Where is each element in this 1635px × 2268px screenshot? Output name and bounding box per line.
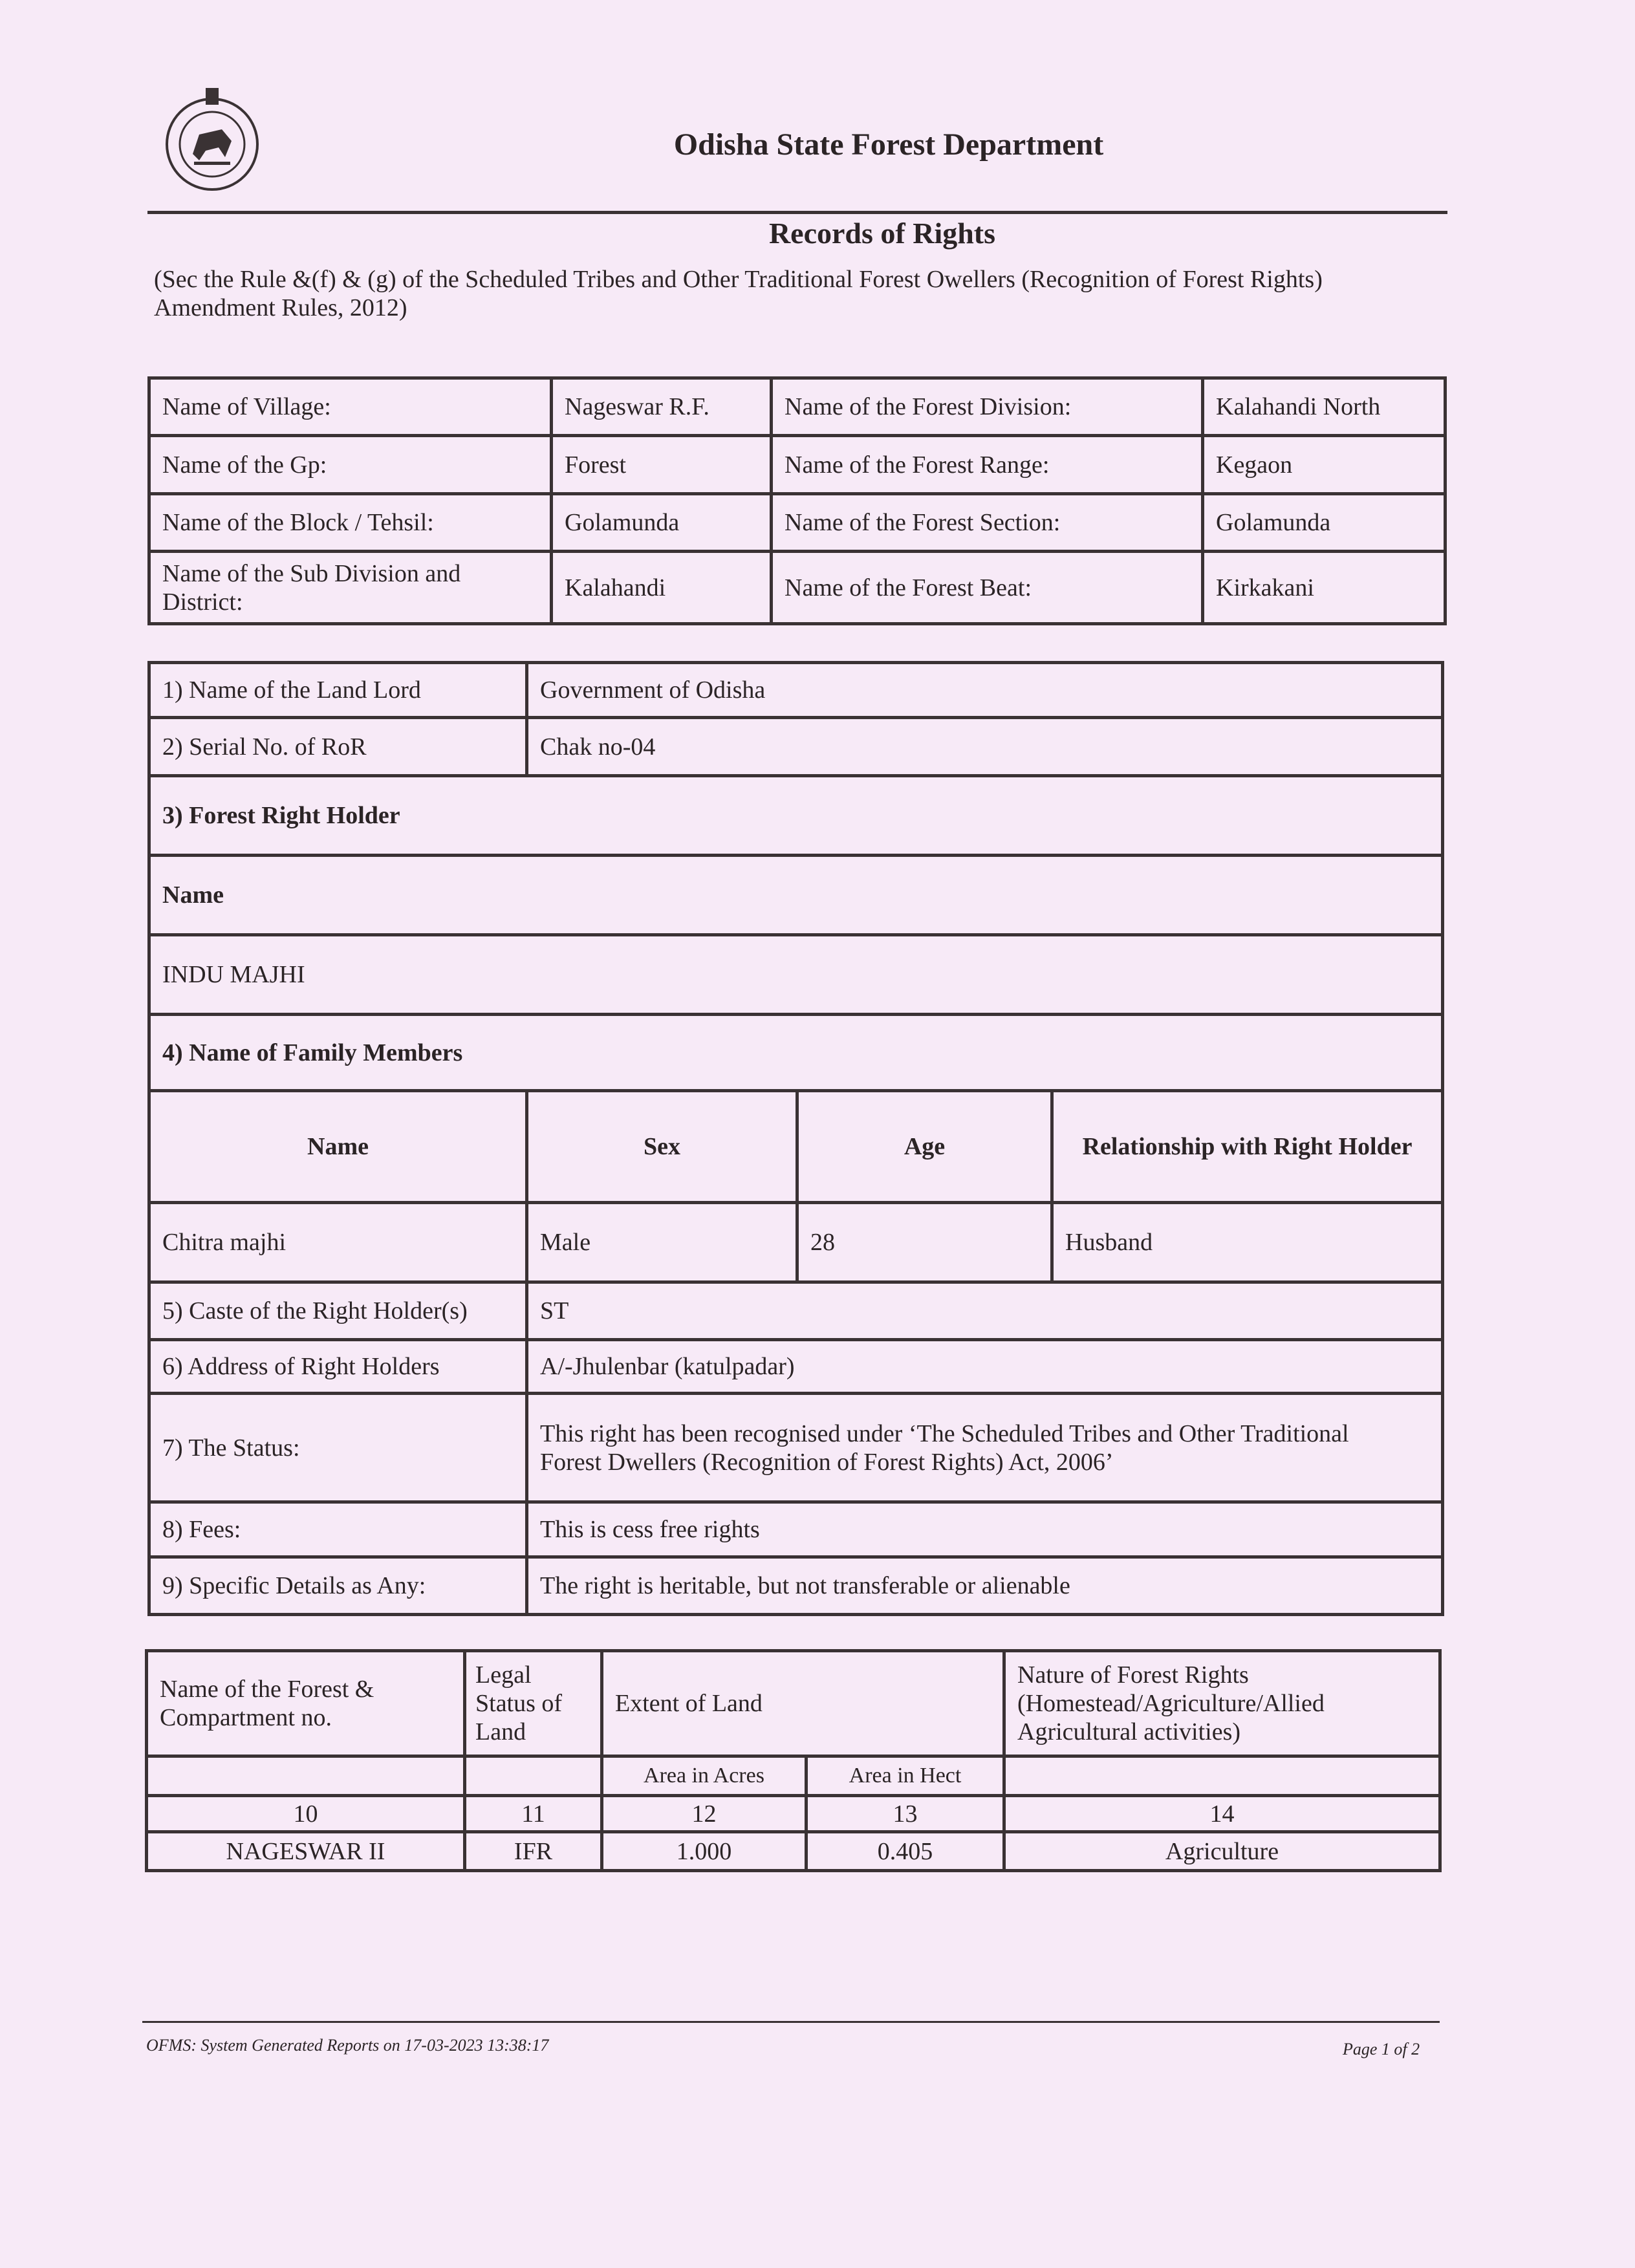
value: Golamunda — [1203, 494, 1446, 552]
empty-cell — [147, 1756, 465, 1796]
table-row — [149, 1015, 1443, 1091]
value: Nageswar R.F. — [552, 378, 772, 436]
legal-status: IFR — [465, 1832, 602, 1871]
table-row — [147, 1832, 1440, 1871]
label: 5) Caste of the Right Holder(s) — [149, 1282, 527, 1340]
table-row — [149, 1203, 1443, 1282]
document-title: Records of Rights — [768, 217, 996, 250]
column-header: Age — [797, 1091, 1052, 1203]
label: 9) Specific Details as Any: — [149, 1557, 527, 1615]
value: A/-Jhulenbar (katulpadar) — [527, 1340, 1443, 1394]
column-number: 13 — [807, 1796, 1004, 1832]
value — [527, 1394, 1443, 1502]
value: This is cess free rights — [527, 1502, 1443, 1557]
column-number: 14 — [1004, 1796, 1440, 1832]
value: Forest — [552, 436, 772, 494]
table-row — [149, 378, 1446, 436]
column-header: Name — [149, 1091, 527, 1203]
member-sex: Male — [527, 1203, 797, 1282]
column-header: Nature of Forest Rights (Homestead/Agriculture/Allied Agricultural activities) — [1004, 1651, 1440, 1756]
column-number-row — [147, 1796, 1440, 1832]
label: Name of the Block / Tehsil: — [149, 494, 552, 552]
rights-details-table — [147, 661, 1444, 1616]
document-subtitle: (Sec the Rule &(f) & (g) of the Scheduled Tribes and Other Traditional Forest Owellers (Recognition of Forest Rights) Amendment Rules, 2012) — [154, 266, 1323, 321]
member-age: 28 — [797, 1203, 1052, 1282]
label: Name of the Forest Section: — [772, 494, 1203, 552]
column-number: 11 — [465, 1796, 602, 1832]
label: Name of the Forest Division: — [772, 378, 1203, 436]
label: 8) Fees: — [149, 1502, 527, 1557]
table-row — [149, 436, 1446, 494]
value: Kegaon — [1203, 436, 1446, 494]
value: INDU MAJHI — [149, 935, 1443, 1015]
label: Name of the Gp: — [149, 436, 552, 494]
sub-header-row — [147, 1756, 1440, 1796]
location-table — [147, 376, 1447, 625]
column-number: 10 — [147, 1796, 465, 1832]
value: Kalahandi — [552, 552, 772, 624]
table-row — [149, 1282, 1443, 1340]
label: Name of the Sub Division and District: — [149, 552, 552, 624]
column-header: Relationship with Right Holder — [1052, 1091, 1443, 1203]
label: Name of Village: — [149, 378, 552, 436]
table-header-row — [149, 1091, 1443, 1203]
section-heading: 3) Forest Right Holder — [149, 776, 1443, 856]
label: 1) Name of the Land Lord — [149, 663, 527, 718]
value: Golamunda — [552, 494, 772, 552]
nature-of-rights: Agriculture — [1004, 1832, 1440, 1871]
value: Kalahandi North — [1203, 378, 1446, 436]
status-line: Forest Dwellers (Recognition of Forest Rights) Act, 2006’ — [540, 1448, 1114, 1476]
department-title: Odisha State Forest Department — [673, 127, 1104, 162]
value: Chak no-04 — [527, 718, 1443, 776]
label: Name — [149, 856, 1443, 935]
column-header: Name of the Forest & Compartment no. — [147, 1651, 465, 1756]
table-row — [149, 776, 1443, 856]
table-row — [149, 935, 1443, 1015]
land-table — [145, 1649, 1442, 1872]
area-hect: 0.405 — [807, 1832, 1004, 1871]
column-number: 12 — [602, 1796, 807, 1832]
table-header-row — [147, 1651, 1440, 1756]
table-row — [149, 552, 1446, 624]
table-row — [149, 856, 1443, 935]
column-header: Extent of Land — [602, 1651, 1004, 1756]
header-divider — [147, 211, 1447, 214]
empty-cell — [465, 1756, 602, 1796]
value: The right is heritable, but not transferable or alienable — [527, 1557, 1443, 1615]
empty-cell — [1004, 1756, 1440, 1796]
value: Government of Odisha — [527, 663, 1443, 718]
value: ST — [527, 1282, 1443, 1340]
member-relation: Husband — [1052, 1203, 1443, 1282]
table-row — [149, 663, 1443, 718]
label: Name of the Forest Range: — [772, 436, 1203, 494]
member-name: Chitra majhi — [149, 1203, 527, 1282]
area-acres: 1.000 — [602, 1832, 807, 1871]
page-number: Page 1 of 2 — [1343, 2040, 1420, 2058]
label: 7) The Status: — [149, 1394, 527, 1502]
table-row — [149, 718, 1443, 776]
column-header: Area in Hect — [807, 1756, 1004, 1796]
table-row — [149, 1557, 1443, 1615]
table-row — [149, 1394, 1443, 1502]
label: Name of the Forest Beat: — [772, 552, 1203, 624]
label: 2) Serial No. of RoR — [149, 718, 527, 776]
table-row — [149, 494, 1446, 552]
forest-name: NAGESWAR II — [147, 1832, 465, 1871]
status-line: This right has been recognised under ‘The Scheduled Tribes and Other Traditional — [540, 1420, 1349, 1447]
footer-divider — [142, 2021, 1440, 2023]
section-heading: 4) Name of Family Members — [149, 1015, 1443, 1091]
generated-note: OFMS: System Generated Reports on 17-03-2023 13:38:17 — [146, 2036, 549, 2055]
label: 6) Address of Right Holders — [149, 1340, 527, 1394]
column-header: Area in Acres — [602, 1756, 807, 1796]
table-row — [149, 1340, 1443, 1394]
value: Kirkakani — [1203, 552, 1446, 624]
table-row — [149, 1502, 1443, 1557]
column-header: Sex — [527, 1091, 797, 1203]
column-header: Legal Status of Land — [465, 1651, 602, 1756]
